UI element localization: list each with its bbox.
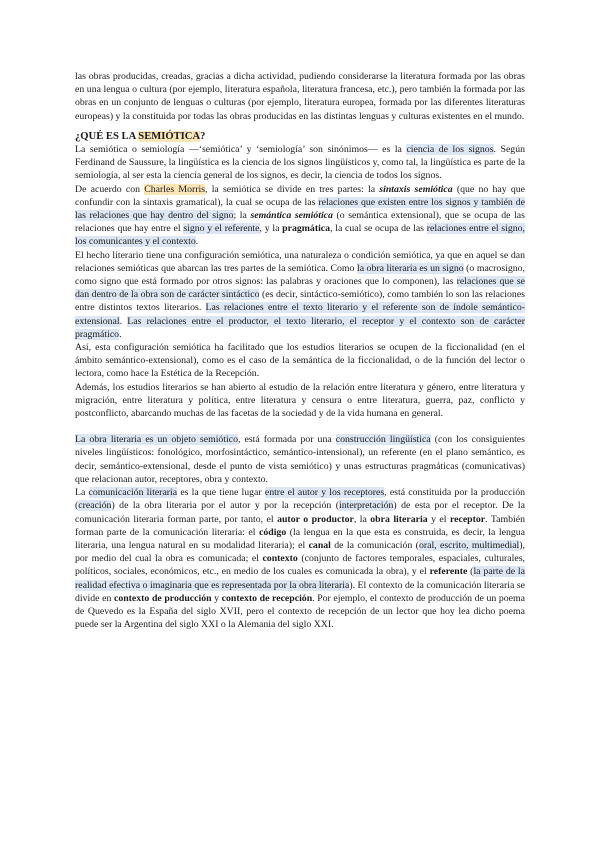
bold-term: obra literaria: [370, 513, 428, 525]
bold-term: pragmática: [282, 223, 331, 235]
highlight-span: ciencia de los signos: [406, 144, 494, 156]
text-span: . Según Ferdinand de Saussure, la lingüística es la ciencia de los signos lingüísticos y, como tal, la lingüística es parte de la semiología, al ser esta la ciencia general de los signos, es decir, la ciencia de todos los signos.: [75, 144, 525, 182]
highlight-span: creación: [78, 500, 112, 512]
paragraph-gap: [75, 420, 525, 433]
highlight-span: relaciones que se dan dentro de la obra son de carácter sintáctico: [75, 276, 525, 301]
highlight-span: relaciones que existen entre los signos y también de las relaciones que hay dentro del signo: [75, 196, 525, 222]
text-span: (con los consiguientes niveles lingüísticos: fonológico, morfosintáctico, semántico-intensional), un referente (en el plano semántico, es decir, semántico-extensional, desde el punto de vista semiótico) y unas estructuras pragmáticas (comunicativas) que relacionan autor, receptores, obra y contexto.: [75, 434, 525, 485]
heading-highlight: SEMIÓTICA: [138, 130, 201, 142]
text-span: (conjunto de factores temporales, espaciales, culturales, políticos, sociales, económicos, etc., en medio de los cuales es comunicada la obra), y el: [75, 553, 525, 578]
paragraph-semiotic-object: [75, 433, 525, 486]
bold-term: referente: [429, 566, 468, 578]
text-span: (: [467, 566, 474, 578]
text-span: .: [195, 236, 199, 248]
bold-term: autor o productor: [277, 513, 354, 525]
text-span: ; la: [233, 210, 251, 222]
paragraph-semiotics-definition: [75, 143, 525, 183]
highlight-span: Las relaciones entre el productor, el texto literario, el receptor y el contexto son de carácter pragmático: [75, 315, 525, 340]
text-span: es la que tiene lugar: [177, 487, 265, 499]
paragraph-fictionality: Así, esta configuración semiótica ha facilitado que los estudios literarios se ocupen de la ficcionalidad (en el ámbito semántico-extensional), como es el caso de la semántica de la ficcionalidad, o de la función del lector o lectora, como hace la Estética de la Recepción.: [75, 342, 525, 380]
heading-mark: ?: [200, 130, 206, 142]
highlight-span: signo y el referente: [183, 223, 260, 235]
bold-term: sintaxis semiótica: [379, 183, 453, 195]
bold-term: código: [259, 526, 287, 538]
text-span: . Por ejemplo, el contexto de producción de un poema de Quevedo es la España del siglo XVII, pero el contexto de recepción de un lector que hoy lea dicho poema puede ser la Argentina del siglo XXI o la Alemania del siglo XXI.: [75, 592, 525, 631]
text-span: ) de esta por el receptor. De la comunicación literaria forman parte, por tanto, el: [75, 500, 525, 525]
text-span: , y la: [259, 223, 283, 235]
text-span: , la: [353, 513, 371, 525]
highlight-span: relaciones entre el signo, los comunicantes y el contexto: [75, 223, 525, 248]
highlight-span: la parte de la realidad efectiva o imaginaria que es representada por la obra literaria: [75, 566, 525, 591]
text-span: (o macrosigno, como signo que está formado por otros signos: las palabras y oraciones que lo componen), las: [75, 262, 525, 288]
paragraph-literary-studies: Además, los estudios literarios se han abierto al estudio de la relación entre literatura y género, entre literatura y migración, entre literatura y política, entre literatura y censura o entre literatura, guerra, paz, conflicto y postconflicto, abarcando muchas de las facetas de la sociedad y de la vida humana en general.: [75, 381, 525, 420]
paragraph-morris: [75, 183, 525, 249]
heading-text: ¿QUÉ ES LA: [75, 130, 139, 142]
text-span: . También forman parte de la comunicación literaria: el: [75, 513, 526, 538]
highlight-span: La obra literaria es un objeto semiótico: [75, 434, 238, 446]
bold-term: contexto de recepción: [221, 592, 313, 604]
text-span: y: [211, 592, 222, 604]
text-span: .: [119, 328, 122, 340]
bold-term: canal: [308, 539, 331, 551]
text-span: El hecho literario tiene una configuración semiótica, una naturaleza o condición semiótica, ya que en aquel se dan relaciones semióticas que abarcan las tres partes de la semiótica. Como: [75, 249, 525, 274]
text-span: ), por medio del cual la obra es comunicada; el: [75, 539, 525, 565]
text-span: La: [75, 487, 89, 499]
highlight-span: comunicación literaria: [88, 487, 178, 499]
highlight-span: interpretación: [339, 500, 394, 512]
bold-term: contexto de producción: [113, 592, 212, 604]
text-span: ). El contexto de la comunicación literaria se divide en: [75, 579, 525, 604]
text-span: , está constituida por la producción (: [75, 487, 526, 512]
bold-term: contexto: [262, 553, 298, 565]
text-span: (es decir, sintáctico-semiótico), como también lo son las relaciones entre distintos textos literarios.: [75, 289, 525, 314]
document-page: [75, 70, 525, 631]
text-span: (que no hay que confundir con la sintaxis gramatical), la cual se ocupa de las: [75, 183, 526, 208]
highlight-span: Las relaciones entre el texto literario y el referente son de índole semántico-extensional: [75, 302, 525, 327]
paragraph-literature-definition: las obras producidas, creadas, gracias a dicha actividad, pudiendo considerarse la literatura formada por las obras en una lengua o cultura (por ejemplo, literatura española, literatura francesa, etc.), pero también la formada por las obras en un conjunto de lenguas o culturas (por ejemplo, literatura europea, formada por las diferentes literaturas europeas) y la constituida por todas las obras producidas en las distintas lenguas y culturas existentes en el mundo.: [75, 71, 525, 122]
text-span: , la semiótica se divide en tres partes: la: [205, 183, 380, 195]
paragraph-literary-communication: [75, 486, 525, 631]
text-span: , la cual se ocupa de las: [330, 223, 427, 235]
paragraph-literary-fact: [75, 249, 525, 341]
text-span: , está formada por una: [238, 434, 336, 446]
highlight-span: oral, escrito, multimedial: [418, 539, 520, 551]
highlight-span: Charles Morris: [144, 183, 206, 195]
text-span: ) de la obra literaria por el autor y por la recepción (: [111, 500, 340, 512]
highlight-span: la obra literaria es un signo: [356, 262, 464, 274]
highlight-span: construcción lingüística: [335, 434, 431, 446]
bold-term: semántica semiótica: [250, 210, 333, 222]
text-span: de la comunicación (: [330, 539, 419, 551]
highlight-span: entre el autor y los receptores: [264, 487, 385, 499]
text-span: y el: [427, 513, 450, 525]
section-heading: [75, 130, 525, 143]
text-span: (la lengua en la que esta es construida, es decir, la lengua literaria, una lengua natural en su modalidad literaria); el: [75, 526, 525, 551]
text-span: .: [119, 315, 128, 327]
text-span: De acuerdo con: [75, 183, 145, 195]
bold-term: receptor: [449, 513, 486, 525]
text-span: La semiótica o semiología —‘semiótica’ y ‘semiología’ son sinónimos— es la: [75, 144, 407, 156]
text-span: (o semántica extensional), que se ocupa de las relaciones que hay entre el: [75, 210, 525, 235]
